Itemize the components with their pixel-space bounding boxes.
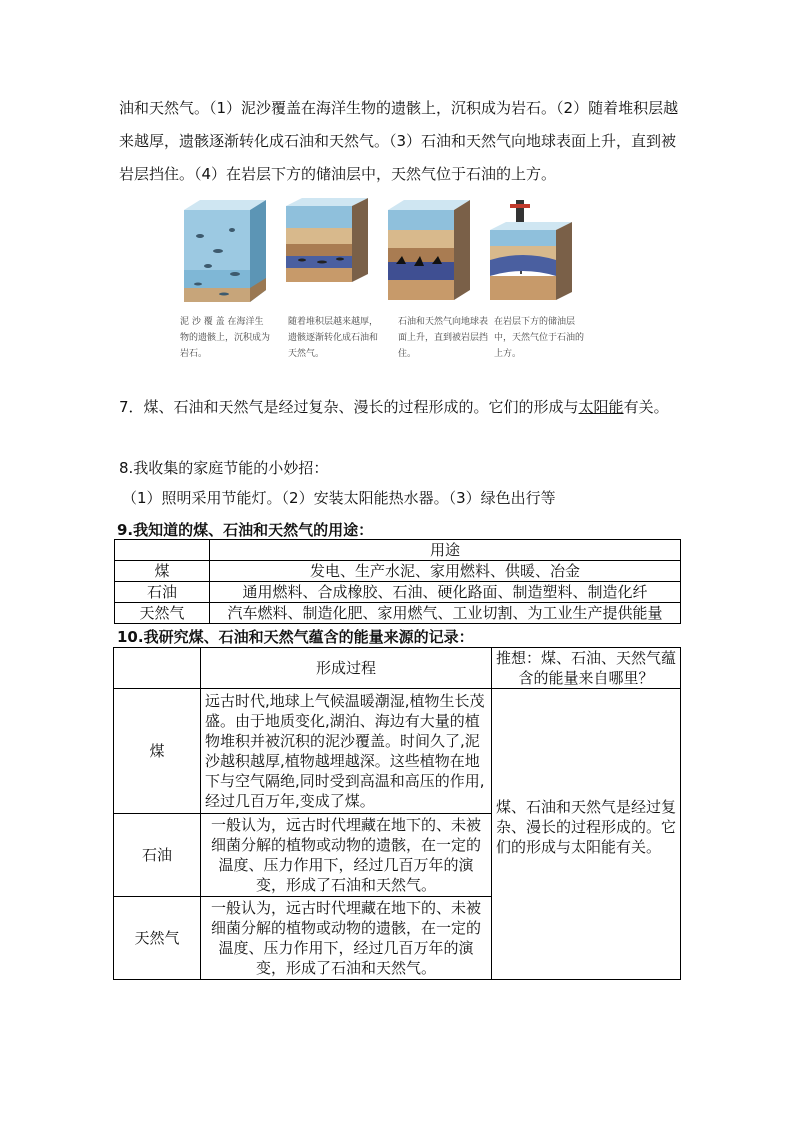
stage-4-block bbox=[486, 196, 585, 388]
fuel-use: 发电、生产水泥、家用燃料、供暖、冶金 bbox=[210, 561, 681, 582]
stage-1-block bbox=[180, 196, 270, 388]
formation-process: 远古时代,地球上气候温暖潮湿,植物生长茂盛。由于地质变化,湖泊、海边有大量的植物堆积并被沉积的泥沙覆盖。时间久了,泥沙越积越厚,植物越埋越深。这些植物在地下与空气隔绝,同时受到高温和高压的作用,经过几百万年,变成了煤。 bbox=[201, 689, 492, 814]
fuel-name: 石油 bbox=[114, 814, 201, 897]
empty-header-cell bbox=[115, 540, 210, 561]
oil-rig-cube-illustration bbox=[486, 196, 576, 314]
stage-3-block bbox=[384, 196, 489, 388]
question-8-title: 8.我收集的家庭节能的小妙招： bbox=[119, 459, 329, 477]
empty-header-cell bbox=[114, 648, 201, 689]
seabed-cube-illustration bbox=[180, 196, 270, 308]
energy-source-table bbox=[113, 647, 681, 980]
q7-text-before: 7．煤、石油和天然气是经过复杂、漫长的过程形成的。它们的形成与 bbox=[119, 398, 579, 416]
table-header-row bbox=[115, 540, 681, 561]
fuel-use: 通用燃料、合成橡胶、石油、硬化路面、制造塑料、制造化纤 bbox=[210, 582, 681, 603]
fuel-name: 天然气 bbox=[115, 603, 210, 624]
process-header: 形成过程 bbox=[201, 648, 492, 689]
stage-1-caption: 泥 沙 覆 盖 在海洋生物的遗骸上，沉积成为岩石。 bbox=[180, 317, 271, 359]
stage-2-caption: 随着堆积层越来越厚，遗骸逐渐转化成石油和天然气。 bbox=[288, 317, 379, 359]
layers-cube-illustration bbox=[282, 196, 372, 308]
formation-process: 一般认为，远古时代埋藏在地下的、未被细菌分解的植物或动物的遗骸，在一定的温度、压力作用下，经过几百万年的演变，形成了石油和天然气。 bbox=[201, 814, 492, 897]
fuel-name: 煤 bbox=[114, 689, 201, 814]
uses-header: 用途 bbox=[210, 540, 681, 561]
table-row bbox=[115, 561, 681, 582]
fuel-name: 天然气 bbox=[114, 897, 201, 980]
question-10-title: 10.我研究煤、石油和天然气蕴含的能量来源的记录： bbox=[117, 628, 474, 646]
rising-oil-cube-illustration bbox=[384, 196, 474, 314]
table-header-row bbox=[114, 648, 681, 689]
stage-2-block bbox=[282, 196, 379, 388]
q7-text-after: 有关。 bbox=[623, 398, 669, 416]
guess-header: 推想：煤、石油、天然气蕴含的能量来自哪里？ bbox=[492, 648, 681, 689]
question-7 bbox=[119, 394, 679, 421]
fuel-name: 石油 bbox=[115, 582, 210, 603]
table-row bbox=[115, 582, 681, 603]
stage-4-caption: 在岩层下方的储油层中，天然气位于石油的上方。 bbox=[494, 317, 585, 359]
stage-3-caption: 石油和天然气向地球表面上升，直到被岩层挡住。 bbox=[398, 317, 489, 359]
table-row bbox=[114, 689, 681, 814]
oil-formation-figure bbox=[180, 196, 585, 388]
energy-saving-tips: （1）照明采用节能灯。（2）安装太阳能热水器。（3）绿色出行等 bbox=[122, 489, 556, 507]
uses-table bbox=[114, 539, 681, 624]
energy-source-guess: 煤、石油和天然气是经过复杂、漫长的过程形成的。它们的形成与太阳能有关。 bbox=[492, 689, 681, 980]
question-9-title: 9.我知道的煤、石油和天然气的用途： bbox=[117, 521, 374, 539]
intro-paragraph: 油和天然气。（1）泥沙覆盖在海洋生物的遗骸上，沉积成为岩石。（2）随着堆积层越来越厚，遗骸逐渐转化成石油和天然气。（3）石油和天然气向地球表面上升，直到被岩层挡住。（4）在岩层下方的储油层中，天然气位于石油的上方。 bbox=[119, 99, 679, 183]
fuel-use: 汽车燃料、制造化肥、家用燃气、工业切割、为工业生产提供能量 bbox=[210, 603, 681, 624]
fuel-name: 煤 bbox=[115, 561, 210, 582]
table-row bbox=[115, 603, 681, 624]
q7-answer: 太阳能 bbox=[578, 398, 624, 416]
formation-process: 一般认为，远古时代埋藏在地下的、未被细菌分解的植物或动物的遗骸，在一定的温度、压力作用下，经过几百万年的演变，形成了石油和天然气。 bbox=[201, 897, 492, 980]
